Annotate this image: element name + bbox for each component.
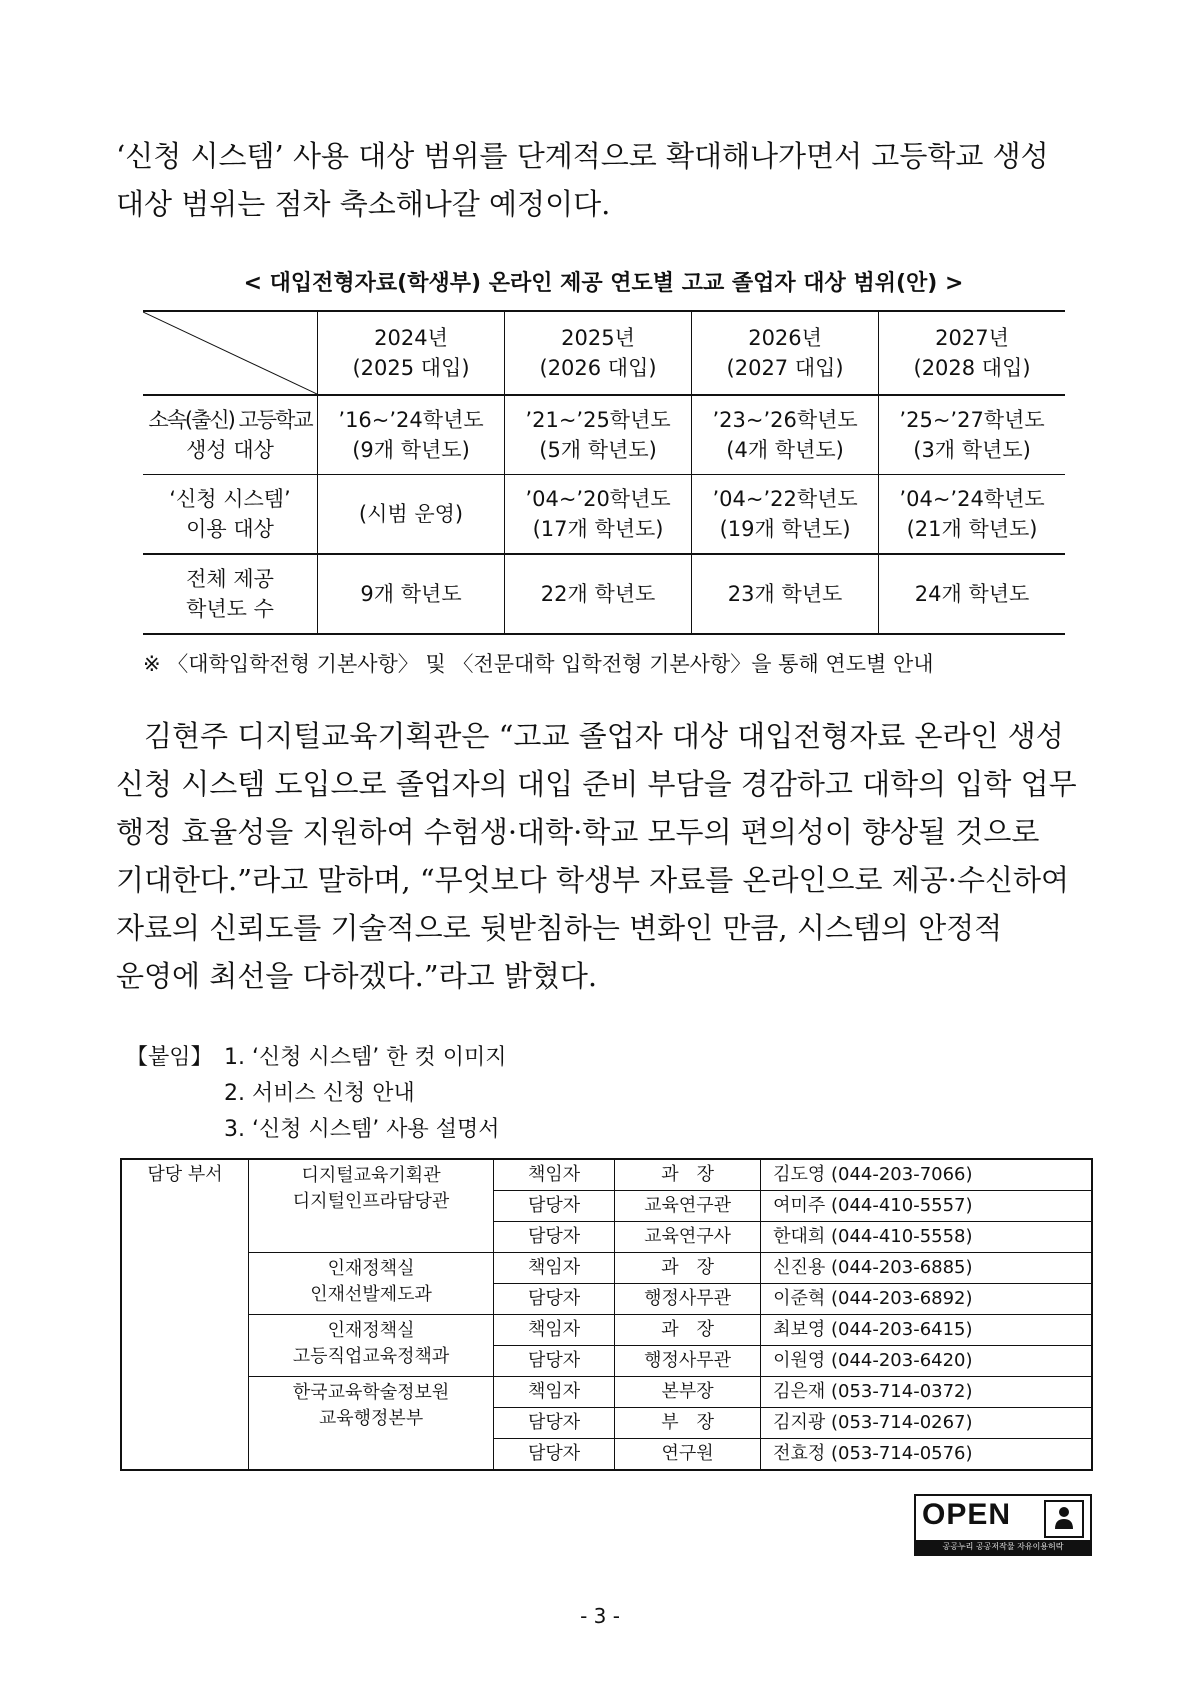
text-line: 기대한다.”라고 말하며, “무엇보다 학생부 자료를 온라인으로 제공·수신하여 bbox=[116, 863, 1070, 897]
title-cell: 부 장 bbox=[615, 1408, 761, 1439]
contact-cell: 여미주 (044-410-5557) bbox=[761, 1191, 1092, 1222]
open-license-strip: 공공누리 공공저작물 자유이용허락 bbox=[916, 1540, 1090, 1554]
table-cell: 9개 학년도 bbox=[318, 554, 505, 634]
column-header: 2026년 (2027 대입) bbox=[692, 311, 879, 395]
role-cell: 담당자 bbox=[494, 1284, 615, 1315]
title-cell: 과 장 bbox=[615, 1315, 761, 1346]
contacts-table bbox=[120, 1158, 1093, 1471]
contact-cell: 전효정 (053-714-0576) bbox=[761, 1439, 1092, 1471]
title-cell: 행정사무관 bbox=[615, 1284, 761, 1315]
row-header: 소속(출신) 고등학교 생성 대상 bbox=[143, 395, 318, 475]
table-cell: (시범 운영) bbox=[318, 475, 505, 555]
title-cell: 과 장 bbox=[615, 1253, 761, 1284]
contact-cell: 한대희 (044-410-5558) bbox=[761, 1222, 1092, 1253]
text-line: 운영에 최선을 다하겠다.”라고 밝혔다. bbox=[116, 959, 598, 993]
role-cell: 담당자 bbox=[494, 1346, 615, 1377]
title-cell: 행정사무관 bbox=[615, 1346, 761, 1377]
contact-cell: 김지광 (053-714-0267) bbox=[761, 1408, 1092, 1439]
table-cell: ’04~’20학년도 (17개 학년도) bbox=[505, 475, 692, 555]
title-cell: 본부장 bbox=[615, 1377, 761, 1408]
contact-cell: 신진용 (044-203-6885) bbox=[761, 1253, 1092, 1284]
table-cell: 23개 학년도 bbox=[692, 554, 879, 634]
role-cell: 담당자 bbox=[494, 1408, 615, 1439]
text-line: ‘신청 시스템’ 사용 대상 범위를 단계적으로 확대해나가면서 고등학교 생성 bbox=[116, 139, 1049, 173]
contact-cell: 이준혁 (044-203-6892) bbox=[761, 1284, 1092, 1315]
paragraph-quote bbox=[116, 712, 1091, 1000]
text-line: 행정 효율성을 지원하여 수험생·대학·학교 모두의 편의성이 향상될 것으로 bbox=[116, 815, 1040, 849]
row-header: 전체 제공 학년도 수 bbox=[143, 554, 318, 634]
role-cell: 책임자 bbox=[494, 1315, 615, 1346]
attachment-item: 2. 서비스 신청 안내 bbox=[224, 1081, 415, 1106]
diagonal-header-cell bbox=[143, 311, 318, 395]
page-number: - 3 - bbox=[580, 1604, 620, 1628]
text-line: 김현주 디지털교육기획관은 “고교 졸업자 대상 대입전형자료 온라인 생성 bbox=[144, 719, 1064, 753]
kogl-open-badge bbox=[914, 1494, 1092, 1556]
attachment-item: 1. ‘신청 시스템’ 한 컷 이미지 bbox=[224, 1045, 507, 1070]
dept-cell: 인재정책실 고등직업교육정책과 bbox=[249, 1315, 494, 1377]
table-cell: ’21~’25학년도 (5개 학년도) bbox=[505, 395, 692, 475]
title-cell: 교육연구관 bbox=[615, 1191, 761, 1222]
dept-cell: 한국교육학술정보원 교육행정본부 bbox=[249, 1377, 494, 1471]
attribution-person-icon bbox=[1044, 1500, 1084, 1538]
title-cell: 교육연구사 bbox=[615, 1222, 761, 1253]
table-note: ※ 〈대학입학전형 기본사항〉 및 〈전문대학 입학전형 기본사항〉을 통해 연도별 안내 bbox=[143, 652, 934, 676]
contact-cell: 김은재 (053-714-0372) bbox=[761, 1377, 1092, 1408]
role-cell: 책임자 bbox=[494, 1253, 615, 1284]
text-line: 대상 범위는 점차 축소해나갈 예정이다. bbox=[116, 187, 611, 221]
row-header: ‘신청 시스템’ 이용 대상 bbox=[143, 475, 318, 555]
role-cell: 담당자 bbox=[494, 1439, 615, 1471]
column-header: 2027년 (2028 대입) bbox=[879, 311, 1065, 395]
attachments-list bbox=[126, 1040, 506, 1148]
dept-cell: 인재정책실 인재선발제도과 bbox=[249, 1253, 494, 1315]
scope-table bbox=[143, 310, 1065, 635]
attachments-label: 【붙임】 bbox=[126, 1045, 213, 1070]
role-cell: 책임자 bbox=[494, 1159, 615, 1191]
role-cell: 담당자 bbox=[494, 1222, 615, 1253]
contact-cell: 이원영 (044-203-6420) bbox=[761, 1346, 1092, 1377]
role-cell: 책임자 bbox=[494, 1377, 615, 1408]
title-cell: 과 장 bbox=[615, 1159, 761, 1191]
diagonal-line bbox=[143, 312, 317, 394]
title-cell: 연구원 bbox=[615, 1439, 761, 1471]
contact-cell: 최보영 (044-203-6415) bbox=[761, 1315, 1092, 1346]
text-line: 자료의 신뢰도를 기술적으로 뒷받침하는 변화인 만큼, 시스템의 안정적 bbox=[116, 911, 1003, 945]
table-cell: ’25~’27학년도 (3개 학년도) bbox=[879, 395, 1065, 475]
text-line: 신청 시스템 도입으로 졸업자의 대입 준비 부담을 경감하고 대학의 입학 업무 bbox=[116, 767, 1077, 801]
paragraph-intro bbox=[116, 132, 1091, 228]
dept-cell: 디지털교육기획관 디지털인프라담당관 bbox=[249, 1159, 494, 1253]
table-cell: ’04~’22학년도 (19개 학년도) bbox=[692, 475, 879, 555]
attachment-item: 3. ‘신청 시스템’ 사용 설명서 bbox=[224, 1117, 500, 1142]
contacts-header: 담당 부서 bbox=[121, 1159, 249, 1470]
table-cell: ’23~’26학년도 (4개 학년도) bbox=[692, 395, 879, 475]
table-cell: ’04~’24학년도 (21개 학년도) bbox=[879, 475, 1065, 555]
table-caption: < 대입전형자료(학생부) 온라인 제공 연도별 고교 졸업자 대상 범위(안) > bbox=[243, 271, 964, 296]
column-header: 2024년 (2025 대입) bbox=[318, 311, 505, 395]
column-header: 2025년 (2026 대입) bbox=[505, 311, 692, 395]
role-cell: 담당자 bbox=[494, 1191, 615, 1222]
open-logo-text: OPEN bbox=[922, 1498, 1012, 1531]
contact-cell: 김도영 (044-203-7066) bbox=[761, 1159, 1092, 1191]
table-cell: 22개 학년도 bbox=[505, 554, 692, 634]
table-cell: ’16~’24학년도 (9개 학년도) bbox=[318, 395, 505, 475]
table-cell: 24개 학년도 bbox=[879, 554, 1065, 634]
